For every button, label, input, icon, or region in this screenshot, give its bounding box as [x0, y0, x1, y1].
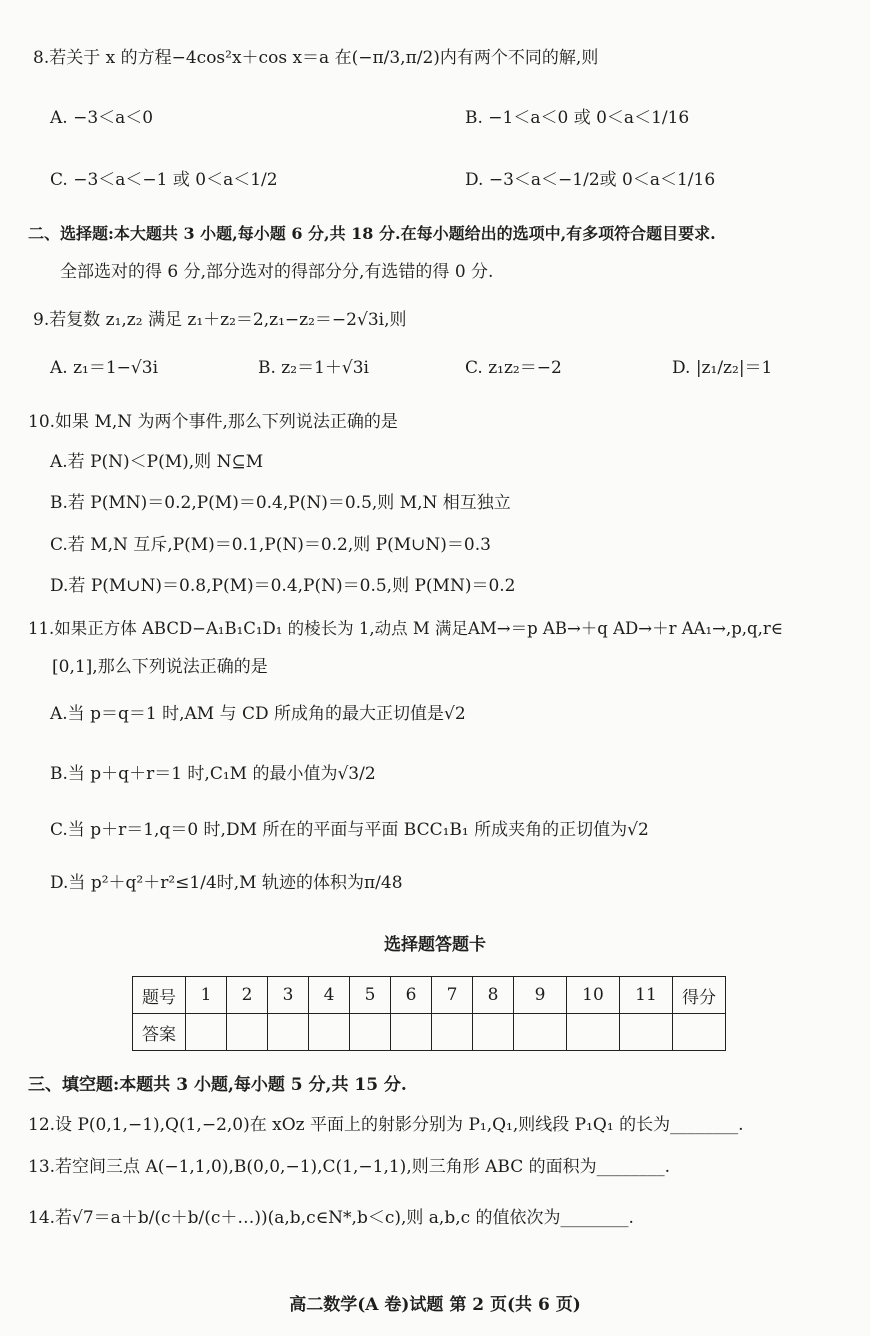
q8-option-d: D. −3＜a＜−1/2或 0＜a＜1/16	[465, 170, 716, 190]
answer-cell[interactable]	[432, 1014, 473, 1051]
answer-card-number-row	[133, 977, 726, 1014]
q9-stem: 9.若复数 z₁,z₂ 满足 z₁＋z₂＝2,z₁−z₂＝−2√3i,则	[33, 310, 407, 330]
q8-stem: 8.若关于 x 的方程−4cos²x＋cos x＝a 在(−π/3,π/2)内有两个不同的解,则	[33, 48, 599, 68]
q11-option-b: B.当 p＋q＋r＝1 时,C₁M 的最小值为√3/2	[50, 764, 376, 784]
answer-card-number: 7	[432, 977, 473, 1014]
q10-option-d: D.若 P(M∪N)＝0.8,P(M)＝0.4,P(N)＝0.5,则 P(MN)＝0.2	[50, 576, 516, 596]
q10-option-c: C.若 M,N 互斥,P(M)＝0.1,P(N)＝0.2,则 P(M∪N)＝0.3	[50, 535, 491, 555]
q9-option-c: C. z₁z₂＝−2	[465, 358, 562, 378]
section2-note: 全部选对的得 6 分,部分选对的得部分分,有选错的得 0 分.	[60, 262, 494, 282]
answer-cell[interactable]	[309, 1014, 350, 1051]
q11-option-d: D.当 p²＋q²＋r²≤1/4时,M 轨迹的体积为π/48	[50, 873, 403, 893]
answer-cell[interactable]	[186, 1014, 227, 1051]
answer-cell[interactable]	[473, 1014, 514, 1051]
answer-cell[interactable]	[391, 1014, 432, 1051]
q8-option-a: A. −3＜a＜0	[50, 108, 154, 128]
answer-card-table	[132, 976, 726, 1051]
answer-card-number: 6	[391, 977, 432, 1014]
q8-option-b: B. −1＜a＜0 或 0＜a＜1/16	[465, 108, 690, 128]
answer-card-number: 11	[620, 977, 673, 1014]
q14-text: 14.若√7＝a＋b/(c＋b/(c＋…))(a,b,c∈N*,b＜c),则 a,b,c 的值依次为________.	[28, 1208, 634, 1228]
q8-option-c: C. −3＜a＜−1 或 0＜a＜1/2	[50, 170, 278, 190]
q11-option-a: A.当 p＝q＝1 时,AM 与 CD 所成角的最大正切值是√2	[50, 704, 466, 724]
answer-card-number: 2	[227, 977, 268, 1014]
q11-stem-line1: 11.如果正方体 ABCD−A₁B₁C₁D₁ 的棱长为 1,动点 M 满足AM→＝p AB→＋q AD→＋r AA₁→,p,q,r∈	[28, 619, 783, 638]
score-cell[interactable]	[673, 1014, 726, 1051]
answer-card-title: 选择题答题卡	[384, 935, 486, 955]
answer-cell[interactable]	[350, 1014, 391, 1051]
q9-option-a: A. z₁＝1−√3i	[50, 358, 159, 378]
answer-cell[interactable]	[227, 1014, 268, 1051]
section3-heading: 三、填空题:本题共 3 小题,每小题 5 分,共 15 分.	[28, 1075, 407, 1095]
answer-card-number: 5	[350, 977, 391, 1014]
q13-text: 13.若空间三点 A(−1,1,0),B(0,0,−1),C(1,−1,1),则三角形 ABC 的面积为________.	[28, 1157, 671, 1177]
answer-cell[interactable]	[268, 1014, 309, 1051]
answer-cell[interactable]	[567, 1014, 620, 1051]
answer-card-number: 1	[186, 977, 227, 1014]
q10-option-b: B.若 P(MN)＝0.2,P(M)＝0.4,P(N)＝0.5,则 M,N 相互独立	[50, 493, 511, 513]
answer-card-answer-header: 答案	[133, 1014, 186, 1051]
answer-card-number: 9	[514, 977, 567, 1014]
answer-card-answer-row	[133, 1014, 726, 1051]
answer-card-number: 10	[567, 977, 620, 1014]
answer-cell[interactable]	[620, 1014, 673, 1051]
q10-option-a: A.若 P(N)＜P(M),则 N⊆M	[50, 452, 264, 472]
q12-text: 12.设 P(0,1,−1),Q(1,−2,0)在 xOz 平面上的射影分别为 P₁,Q₁,则线段 P₁Q₁ 的长为________.	[28, 1115, 744, 1135]
q11-stem-line2: [0,1],那么下列说法正确的是	[52, 657, 268, 677]
answer-card-score-label: 得分	[673, 977, 726, 1014]
page-footer: 高二数学(A 卷)试题 第 2 页(共 6 页)	[289, 1295, 581, 1315]
q9-option-b: B. z₂＝1＋√3i	[258, 358, 369, 378]
answer-card-number: 3	[268, 977, 309, 1014]
q10-stem: 10.如果 M,N 为两个事件,那么下列说法正确的是	[28, 412, 398, 432]
section2-heading: 二、选择题:本大题共 3 小题,每小题 6 分,共 18 分.在每小题给出的选项中,有多项符合题目要求.	[28, 224, 716, 243]
answer-cell[interactable]	[514, 1014, 567, 1051]
q9-option-d: D. |z₁/z₂|＝1	[672, 358, 773, 378]
answer-card-number-header: 题号	[133, 977, 186, 1014]
answer-card-number: 4	[309, 977, 350, 1014]
q11-option-c: C.当 p＋r＝1,q＝0 时,DM 所在的平面与平面 BCC₁B₁ 所成夹角的正切值为√2	[50, 820, 649, 840]
answer-card-number: 8	[473, 977, 514, 1014]
